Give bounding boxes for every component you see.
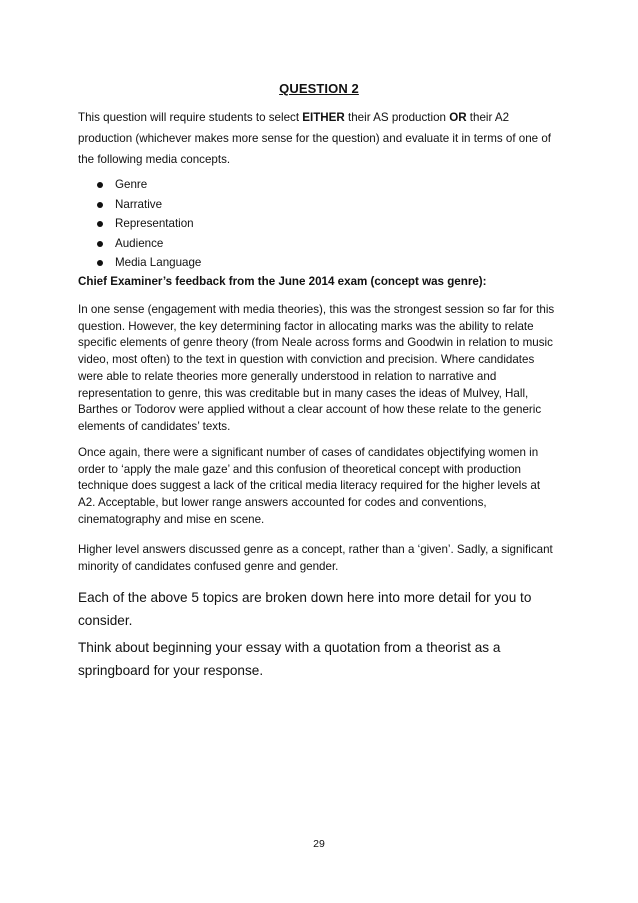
concept-label: Narrative bbox=[115, 197, 163, 211]
closing-paragraph: Each of the above 5 topics are broken down here into more detail for you to consider. bbox=[78, 590, 532, 628]
intro-text-3: their A2 production (whichever makes more sense for the question) and evaluate it in terms of one of the following media concepts. bbox=[78, 111, 552, 166]
bullet-icon bbox=[97, 241, 103, 247]
concept-list bbox=[96, 175, 201, 273]
page-number: 29 bbox=[313, 838, 325, 850]
bullet-icon bbox=[97, 182, 103, 188]
intro-text-2: their AS production bbox=[344, 111, 450, 124]
intro-or: OR bbox=[449, 111, 467, 124]
bullet-icon bbox=[97, 221, 103, 227]
bullet-icon bbox=[97, 260, 103, 266]
concept-label: Media Language bbox=[115, 256, 202, 270]
list-item bbox=[96, 195, 201, 215]
list-item bbox=[96, 214, 201, 234]
concept-label: Audience bbox=[115, 236, 164, 250]
feedback-heading: Chief Examiner’s feedback from the June 2014 exam (concept was genre): bbox=[78, 275, 487, 288]
question-intro bbox=[78, 107, 558, 170]
feedback-paragraph: Once again, there were a significant number of cases of candidates objectifying women in order to ‘apply the male gaze’ and this confusion of theoretical concept with production technique does suggest a lack of the critical media literacy required for the higher levels at A2. Acceptable, but lower range answers accounted for codes and conventions, cinematography and mise en scene. bbox=[78, 446, 541, 526]
intro-either: EITHER bbox=[302, 111, 345, 124]
feedback-paragraph: Higher level answers discussed genre as a concept, rather than a ‘given’. Sadly, a significant minority of candidates confused genre and gender. bbox=[78, 543, 553, 573]
bullet-icon bbox=[97, 202, 103, 208]
page-title: QUESTION 2 bbox=[279, 81, 359, 96]
concept-label: Genre bbox=[115, 178, 148, 191]
concept-label: Representation bbox=[115, 217, 194, 231]
list-item bbox=[96, 175, 201, 195]
intro-text-1: This question will require students to select bbox=[78, 111, 303, 124]
feedback-paragraph: In one sense (engagement with media theories), this was the strongest session so far for this question. However, the key determining factor in allocating marks was the ability to relate specific elements of genre theory (from Neale across forms and Goodwin in relation to music video, most often) to the text in question with conviction and precision. Where candidates were able to relate theories more generally understood in relation to narrative and representation to genre, this was creditable but in many cases the ideas of Mulvey, Hall, Barthes or Todorov were applied without a clear account of how these relate to the generic elements of candidates’ texts. bbox=[78, 303, 555, 433]
list-item bbox=[96, 234, 201, 254]
closing-paragraph: Think about beginning your essay with a quotation from a theorist as a springboard for your response. bbox=[78, 640, 501, 678]
list-item bbox=[96, 253, 201, 273]
